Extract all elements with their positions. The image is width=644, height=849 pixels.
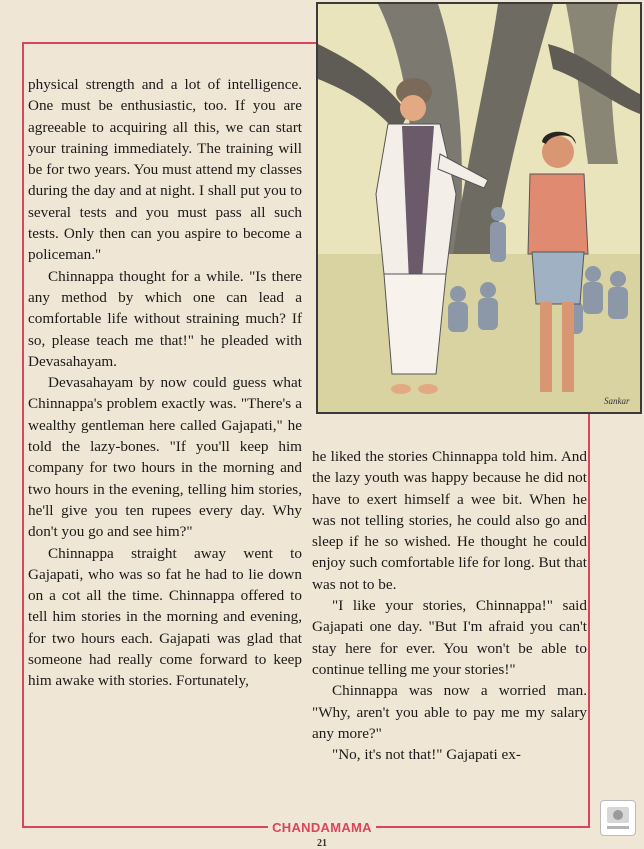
paragraph: Devasahayam by now could guess what Chinnappa's problem exactly was. "There's a wealthy gentleman here called Gajapati," he told the lazy-bones. "If you'll keep him company for two hours in the morning and two hours in the evening, telling him stories, he'll give you ten rupees every day. Why don't you go and see him?" (28, 374, 302, 541)
paragraph: Chinnappa thought for a while. "Is there any method by which one can lead a comfortable life without straining much? If so, please teach me that!" he pleaded with Devasahayam. (28, 267, 302, 370)
paragraph: "I like your stories, Chinnappa!" said Gajapati one day. "But I'm afraid you can't stay here for ever. You won't be able to continue telling me your stories!" (312, 597, 587, 678)
magazine-title-text: CHANDAMAMA (268, 820, 376, 835)
story-illustration (316, 2, 642, 414)
paragraph: physical strength and a lot of intelligence. One must be enthusiastic, too. If you are agreeable to acquiring all this, we can start your training immediately. The training will be for two years. You must attend my classes during the day and at night. I shall put you to several tests and you must pass all such tests. Only then can you aspire to become a policeman." (28, 76, 302, 264)
paragraph: "No, it's not that!" Gajapati ex- (332, 746, 521, 764)
magazine-title (0, 820, 644, 835)
paragraph: Chinnappa was now a worried man. "Why, aren't you able to pay me my salary any more?" (312, 682, 587, 742)
text-column-left (28, 74, 302, 692)
paragraph: he liked the stories Chinnappa told him. And the lazy youth was happy because he did not have to exert himself a wee bit. When he was not telling stories, he could also go and sleep if he so wished. He thought he could enjoy such comfortable life for long. But that was not to be. (312, 448, 587, 593)
artist-signature: Sankar (604, 396, 630, 406)
paragraph: Chinnappa straight away went to Gajapati, who was so fat he had to lie down on a cot all the time. Chinnappa offered to tell him stories in the morning and evening, for two hours each. Gajapati was glad that someone had really come forward to keep him awake with stories. Fortunately, (28, 544, 302, 690)
page-number: 21 (317, 838, 327, 849)
publisher-logo-icon (600, 800, 636, 836)
text-column-right (312, 446, 587, 765)
